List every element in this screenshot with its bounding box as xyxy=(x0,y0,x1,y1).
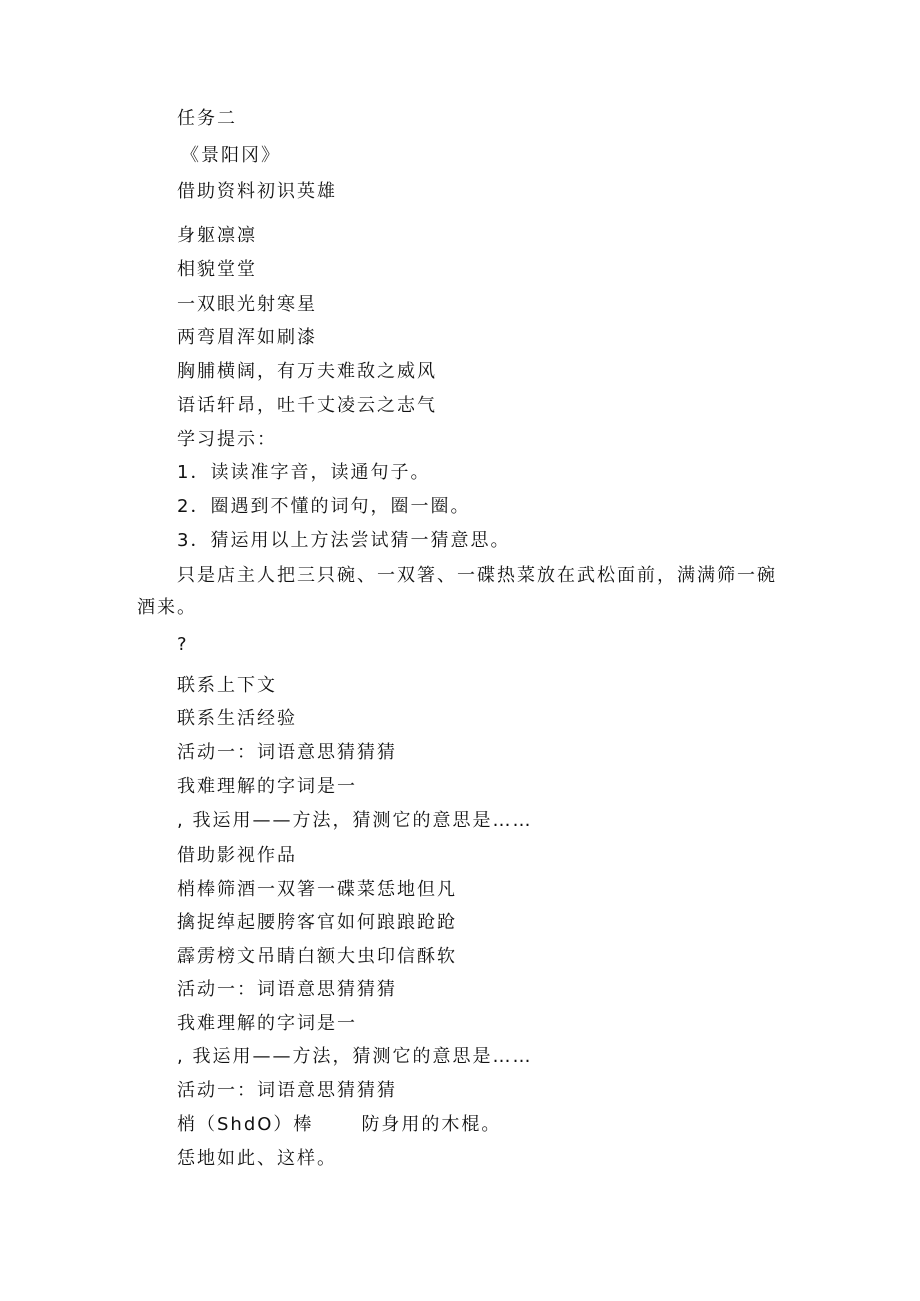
shao-meaning: 防身用的木棍。 xyxy=(361,1114,502,1135)
description-line-3: 一双眼光射寒星 xyxy=(177,294,317,315)
method-2: 联系生活经验 xyxy=(177,708,297,729)
difficult-words-2: 我难理解的字词是一 xyxy=(177,1013,357,1034)
difficult-words-1: 我难理解的字词是一 xyxy=(177,776,357,797)
description-line-4: 两弯眉浑如刷漆 xyxy=(177,327,317,348)
tip-1: 1．读读准字音，读通句子。 xyxy=(177,462,431,483)
method-3: 借助影视作品 xyxy=(177,845,297,866)
word-list-3: 霹雳榜文吊睛白额大虫印信酥软 xyxy=(177,946,457,967)
tips-heading: 学习提示： xyxy=(177,429,277,450)
tip-3: 3．猜运用以上方法尝试猜一猜意思。 xyxy=(177,530,511,551)
description-line-6: 语话轩昂，吐千丈凌云之志气 xyxy=(177,395,437,416)
question-mark: ? xyxy=(177,634,189,655)
tip-2: 2．圈遇到不懂的词句，圈一圈。 xyxy=(177,496,471,517)
word-list-1: 梢棒筛酒一双箸一碟菜恁地但凡 xyxy=(177,879,457,900)
activity-heading-1: 活动一：词语意思猜猜猜 xyxy=(177,742,397,763)
excerpt-paragraph: 只是店主人把三只碗、一双箸、一碟热菜放在武松面前，满满筛一碗酒来。 xyxy=(137,565,777,618)
task-label: 任务二 xyxy=(177,108,237,129)
definition-shao xyxy=(177,1114,501,1136)
section-subtitle: 借助资料初识英雄 xyxy=(177,181,337,202)
method-sentence-2: , 我运用——方法，猜测它的意思是…… xyxy=(177,1046,533,1067)
method-sentence-1: , 我运用——方法，猜测它的意思是…… xyxy=(177,810,533,831)
activity-heading-3: 活动一：词语意思猜猜猜 xyxy=(177,1080,397,1101)
activity-heading-2: 活动一：词语意思猜猜猜 xyxy=(177,979,397,1000)
description-line-5: 胸脯横阔，有万夫难敌之威风 xyxy=(177,361,437,382)
word-list-2: 擒捉绰起腰胯客官如何踉踉跄跄 xyxy=(177,912,457,933)
description-line-1: 身躯凛凛 xyxy=(177,225,257,246)
lesson-title: 《景阳冈》 xyxy=(181,145,281,166)
method-1: 联系上下文 xyxy=(177,675,277,696)
shao-word: 梢（ShdO）棒 xyxy=(177,1114,314,1135)
description-line-2: 相貌堂堂 xyxy=(177,259,257,280)
definition-nen: 恁地如此、这样。 xyxy=(177,1148,337,1169)
